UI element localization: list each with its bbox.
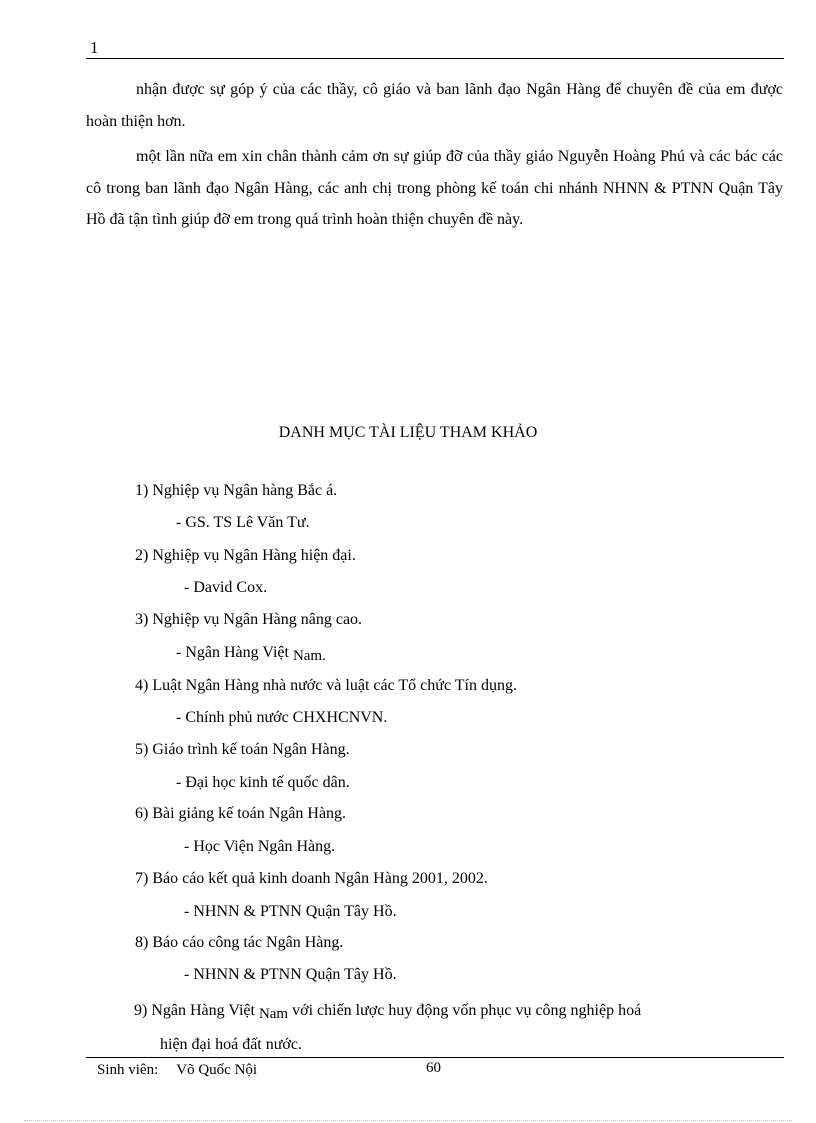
reference-9-title-prefix: 9) Ngân Hàng Việt — [134, 1002, 255, 1019]
reference-2-author: - David Cox. — [184, 579, 268, 596]
reference-6-author: - Học Viện Ngân Hàng. — [184, 838, 336, 855]
reference-7-title: 7) Báo cáo kết quả kinh doanh Ngân Hàng 2001, 2002. — [135, 870, 488, 887]
reference-5-title: 5) Giáo trình kế toán Ngân Hàng. — [135, 741, 350, 758]
footer-rule — [86, 1057, 784, 1058]
reference-9-title-cont: hiện đại hoá đất nước. — [160, 1036, 302, 1053]
reference-3-title: 3) Nghiệp vụ Ngân Hàng nâng cao. — [135, 611, 363, 628]
body-paragraph-2 — [86, 141, 783, 236]
references-title: DANH MỤC TÀI LIỆU THAM KHẢO — [278, 424, 538, 441]
reference-4-author: - Chính phủ nước CHXHCNVN. — [176, 709, 388, 726]
reference-9-title-rest: với chiến lược huy động vốn phục vụ công nghiệp hoá — [292, 1002, 642, 1019]
footer-student-name: Võ Quốc Nội — [176, 1062, 258, 1078]
body-paragraph-1 — [86, 74, 783, 137]
header-rule — [86, 58, 784, 59]
reference-1-title: 1) Nghiệp vụ Ngân hàng Bắc á. — [135, 482, 338, 499]
reference-1-author: - GS. TS Lê Văn Tư. — [176, 514, 310, 531]
paragraph-1-text: nhận được sự góp ý của các thầy, cô giáo và ban lãnh đạo Ngân Hàng để chuyên đề của em được hoàn thiện hơn. — [86, 81, 783, 130]
reference-9-title-nam: Nam — [258, 1006, 289, 1022]
header-page-number: 1 — [90, 38, 99, 57]
reference-3-author-suffix: Nam. — [292, 648, 326, 664]
reference-4-title: 4) Luật Ngân Hàng nhà nước và luật các Tổ chức Tín dụng. — [135, 677, 517, 694]
paragraph-2-text: một lần nữa em xin chân thành cảm ơn sự giúp đỡ của thầy giáo Nguyễn Hoàng Phú và các bác các cô trong ban lãnh đạo Ngân Hàng, các anh chị trong phòng kế toán chi nhánh NHNN & PTNN Quận Tây Hồ đã tận tình giúp đỡ em trong quá trình hoàn thiện chuyên đề này. — [86, 148, 783, 228]
reference-2-title: 2) Nghiệp vụ Ngân Hàng hiện đại. — [135, 547, 356, 564]
footer-page-number: 60 — [426, 1060, 441, 1076]
reference-8-title: 8) Báo cáo công tác Ngân Hàng. — [135, 934, 344, 951]
reference-9 — [134, 994, 783, 1061]
reference-8-author: - NHNN & PTNN Quận Tây Hồ. — [184, 966, 397, 983]
reference-3-author-prefix: - Ngân Hàng Việt — [176, 644, 289, 661]
reference-3-author — [176, 644, 326, 662]
footer-student — [97, 1062, 257, 1079]
reference-5-author: - Đại học kinh tế quốc dân. — [176, 774, 350, 791]
page-edge-dotted-line — [24, 1120, 792, 1121]
reference-6-title: 6) Bài giảng kế toán Ngân Hàng. — [135, 805, 347, 822]
footer-student-label: Sinh viên: — [97, 1062, 159, 1078]
reference-7-author: - NHNN & PTNN Quận Tây Hồ. — [184, 903, 397, 920]
